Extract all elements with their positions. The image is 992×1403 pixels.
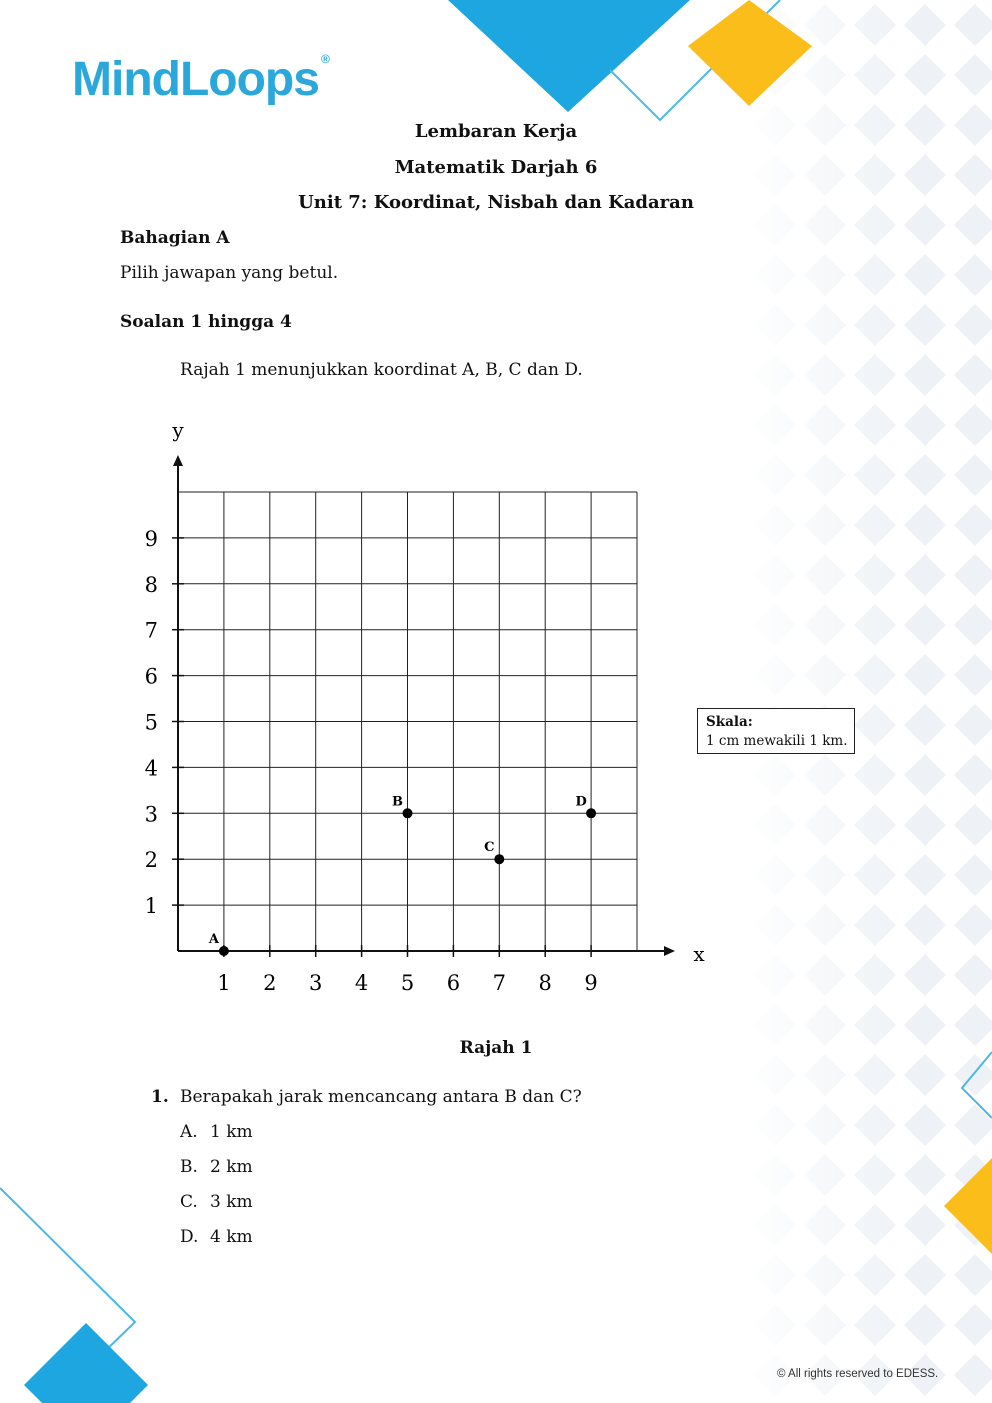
x-tick-label: 5 [400,971,415,995]
y-axis-label: y [172,418,184,442]
x-tick-label: 8 [538,971,552,995]
option-c-letter: C. [180,1192,198,1212]
x-tick-label: 2 [263,971,277,995]
figure-caption: Rajah 1 [459,1038,533,1058]
y-tick-label: 1 [144,894,158,919]
worksheet-unit: Unit 7: Koordinat, Nisbah dan Kadaran [298,192,694,213]
x-tick-label: 6 [446,971,461,995]
point-a [219,946,229,956]
scale-title: Skala: [706,714,753,730]
option-b-letter: B. [180,1157,198,1177]
x-tick-label: 9 [584,971,598,995]
x-tick-label: 7 [492,971,506,995]
registered-mark: ® [320,52,329,66]
x-tick-label: 3 [309,971,323,995]
scale-box [697,708,855,754]
question-text: Berapakah jarak mencancang antara B dan C? [180,1087,582,1107]
y-tick-label: 6 [144,664,158,689]
question-number: 1. [151,1087,169,1107]
point-b [403,808,413,818]
scale-text: 1 cm mewakili 1 km. [706,733,848,749]
y-tick-label: 2 [144,848,158,873]
worksheet-title: Lembaran Kerja [414,121,578,142]
point-label-d: D [575,794,587,810]
section-instruction: Pilih jawapan yang betul. [120,263,339,283]
logo-text: MindLoops [72,53,319,106]
y-tick-label: 3 [144,802,158,827]
x-tick-label: 4 [354,971,369,995]
copyright-notice: © All rights reserved to EDESS. [777,1368,939,1380]
option-d-letter: D. [180,1227,199,1247]
question-range: Soalan 1 hingga 4 [120,312,292,332]
y-tick-label: 9 [144,526,158,551]
section-heading: Bahagian A [120,228,230,248]
option-a-letter: A. [180,1122,198,1142]
figure-intro: Rajah 1 menunjukkan koordinat A, B, C dan D. [180,360,583,380]
y-tick-label: 5 [144,710,158,735]
y-tick-label: 4 [144,756,158,781]
x-tick-label: 1 [217,971,231,995]
option-b-text[interactable]: 2 km [210,1157,253,1177]
point-d [586,808,596,818]
y-tick-label: 8 [144,572,158,597]
option-d-text[interactable]: 4 km [210,1227,253,1247]
point-label-a: A [208,932,219,947]
option-c-text[interactable]: 3 km [210,1192,253,1212]
point-c [494,854,504,864]
option-a-text[interactable]: 1 km [210,1122,253,1142]
point-label-b: B [392,794,403,810]
worksheet-subtitle: Matematik Darjah 6 [394,157,598,178]
point-label-c: C [484,840,495,856]
x-axis-label: x [693,942,705,966]
x-axis-arrow [664,946,675,956]
y-tick-label: 7 [144,618,158,643]
y-axis-arrow [173,455,183,466]
